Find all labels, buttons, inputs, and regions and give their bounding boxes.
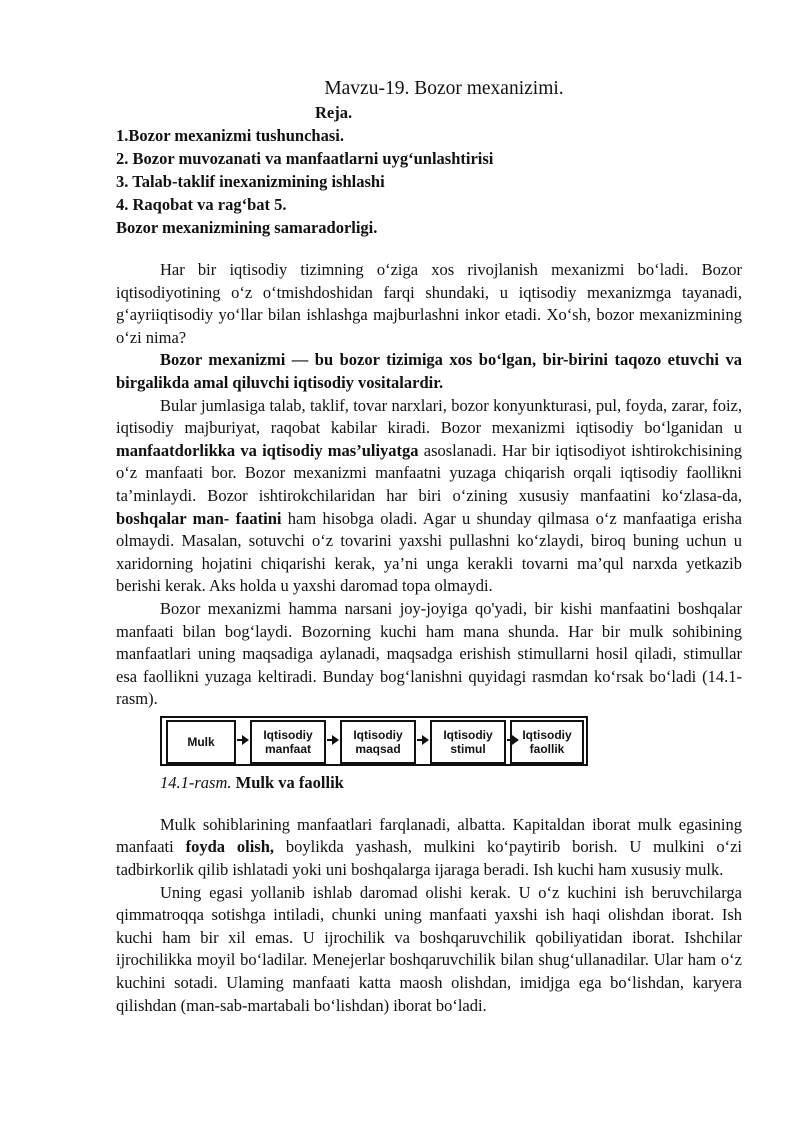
arrow-icon — [327, 739, 337, 741]
text-span: Bular jumlasiga talab, taklif, tovar narxlari, bozor konyunkturasi, pul, foyda, zarar, foiz, iqtisodiy majburiyat, raqobat kabilar kiradi. Bozor mexanizmi iqtisodiy bo‘lganidan u — [116, 395, 742, 438]
caption-title: Mulk va faollik — [235, 772, 344, 792]
plan-item: 2. Bozor muvozanati va manfaatlarni uyg‘unlashtirisi — [116, 149, 494, 168]
paragraph-owners — [116, 814, 742, 882]
arrow-icon — [237, 739, 247, 741]
diagram-box-stimul: Iqtisodiy stimul — [430, 720, 506, 764]
arrow-icon — [417, 739, 427, 741]
diagram-box-maqsad: Iqtisodiy maqsad — [340, 720, 416, 764]
paragraph-market-power: Bozor mexanizmi hamma narsani joy-joyiga qo'yadi, bir kishi manfaatini boshqalar manfaati bilan bog‘laydi. Bozorning kuchi ham mana shunda. Har bir mulk sohibining manfaatlari uning maqsadiga aylanadi, maqsadga erishish stimullarni hosil qiladi, stimullar esa faollikni yuzaga keltiradi. Bunday bog‘lanishni quyidagi rasmdan ko‘rsak bo‘ladi (14.1-rasm). — [116, 598, 742, 709]
diagram-box-faollik: Iqtisodiy faollik — [510, 720, 584, 764]
flow-diagram — [160, 716, 590, 768]
paragraph-intro: Har bir iqtisodiy tizimning o‘ziga xos rivojlanish mexanizmi bo‘ladi. Bozor iqtisodiyotining o‘z o‘tmishdoshidan farqi shundaki, u iqtisodiy mexanizmga tayanadi, g‘ayriiqtisodiy yo‘llar bilan ishlashga majburlashni inkor etadi. Xo‘sh, bozor mexanizmining o‘zi nima? — [116, 260, 742, 347]
paragraph-labor: Uning egasi yollanib ishlab daromad olishi kerak. U o‘z kuchini ish beruvchilarga qimmatroqqa sotishga intiladi, chunki uning manfaati yaxshi ish haqi olishdan iborat. Ish kuchi ham bir xil emas. U ijrochilik va boshqaruvchilik qobiliyatidan iborat. Ishchilar ijrochilikka moyil bo‘ladilar. Menejerlar boshqaruvchilik bilan shug‘ullanadilar. Ular ham o‘z kuchini sotadi. Ulaming manfaati katta maosh olishdan, imidjga ega bo‘lishdan, karyera qilishdan (man-sab-martabali bo‘lishdan) iborat bo‘ladi. — [116, 882, 742, 1015]
bold-span: boshqalar man- faatini — [116, 508, 282, 528]
diagram-box-mulk: Mulk — [166, 720, 236, 764]
plan-item: 1.Bozor mexanizmi tushunchasi. — [116, 126, 344, 145]
document-page — [116, 76, 742, 1017]
paragraph-definition — [116, 349, 742, 394]
bold-span: foyda olish, — [185, 837, 275, 857]
figure-caption — [160, 772, 742, 794]
caption-label: 14.1-rasm. — [160, 772, 232, 792]
definition-text: Bozor mexanizmi — bu bozor tizimiga xos bo‘lgan, bir-birini taqozo etuvchi va birgalikda amal qiluvchi iqtisodiy vositalardir. — [116, 350, 742, 392]
text-span: ham hisobga oladi. Agar u shunday qilmasa o‘z manfaatiga erisha olmaydi. Masalan, sotuvchi o‘z tovarini yaxshi pullashni ko‘zlaydi, biroq buning uchun u xaridorning hojatini chiqarishi kerak, ya’ni unga kerakli tovarni ma’qul narxda yetkazib berishi kerak. Aks holda u yaxshi daromad topa olmaydi. — [116, 508, 742, 596]
plan-item: 3. Talab-taklif inexanizmining ishlashi — [116, 172, 385, 191]
text-span: asoslanadi. Har bir iqtisodiyot ishtirokchisining o‘z manfaati bor. Bozor mexanizmi manfaatni yuzaga chiqarish orqali iqtisodiy faollikni ta’minlaydi. Bozor ishtirokchilaridan har biri o‘zining xususiy manfaatini ko‘zlasa-da, — [116, 440, 742, 505]
text-span: boylikda yashash, mulkini ko‘paytirib borish. U mulkini o‘zi tadbirkorlik qilib ishlatadi yoki uni boshqalarga ijaraga beradi. Ish kuchi ham xususiy mulk. — [116, 837, 743, 880]
page-title: Mavzu-19. Bozor mexanizimi. — [324, 78, 564, 99]
diagram-box-manfaat: Iqtisodiy manfaat — [250, 720, 326, 764]
paragraph-components — [116, 395, 742, 598]
plan-list — [116, 124, 742, 239]
plan-item: 4. Raqobat va rag‘bat 5. — [116, 195, 287, 214]
bold-span: manfaatdorlikka va iqtisodiy mas’uliyatga — [116, 440, 419, 460]
text-span: Mulk sohiblarining manfaatlari farqlanadi, albatta. Kapitaldan iborat mulk egasining manfaati — [116, 814, 742, 857]
plan-heading: Reja. — [315, 103, 353, 122]
plan-item: Bozor mexanizmining samaradorligi. — [116, 218, 378, 237]
